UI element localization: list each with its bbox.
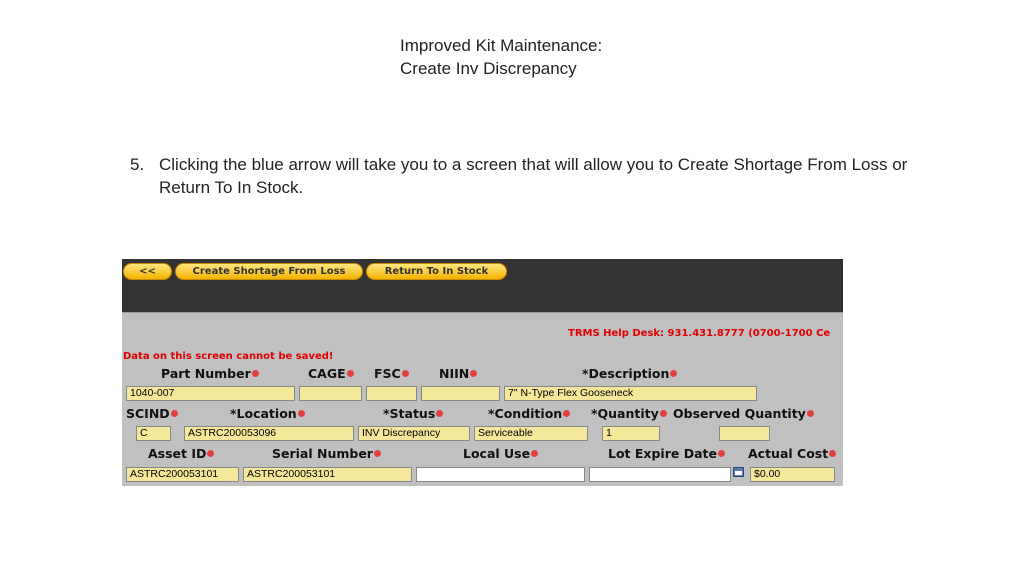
help-icon[interactable] xyxy=(670,370,677,377)
lot-expire-date-label: Lot Expire Date xyxy=(608,447,725,461)
asset-id-field[interactable]: ASTRC200053101 xyxy=(126,467,239,482)
help-icon[interactable] xyxy=(718,450,725,457)
niin-label: NIIN xyxy=(439,367,477,381)
part-number-label: Part Number xyxy=(161,367,259,381)
condition-label: *Condition xyxy=(488,407,570,421)
fsc-field[interactable] xyxy=(366,386,417,401)
niin-field[interactable] xyxy=(421,386,500,401)
description-label: *Description xyxy=(582,367,677,381)
help-icon[interactable] xyxy=(807,410,814,417)
calendar-icon[interactable] xyxy=(733,467,744,477)
slide-title-line1: Improved Kit Maintenance: xyxy=(400,36,603,55)
observed-quantity-field[interactable] xyxy=(719,426,770,441)
observed-quantity-label: Observed Quantity xyxy=(673,407,814,421)
cannot-save-warning: Data on this screen cannot be saved! xyxy=(123,351,334,362)
cage-label: CAGE xyxy=(308,367,354,381)
slide-title xyxy=(400,34,602,80)
cage-field[interactable] xyxy=(299,386,362,401)
back-button[interactable]: << xyxy=(123,263,172,280)
help-icon[interactable] xyxy=(660,410,667,417)
status-label: *Status xyxy=(383,407,443,421)
help-icon[interactable] xyxy=(531,450,538,457)
help-icon[interactable] xyxy=(829,450,836,457)
discrepancy-form xyxy=(122,312,843,486)
local-use-label: Local Use xyxy=(463,447,538,461)
location-field[interactable]: ASTRC200053096 xyxy=(184,426,354,441)
description-field[interactable]: 7" N-Type Flex Gooseneck xyxy=(504,386,757,401)
asset-id-label: Asset ID xyxy=(148,447,214,461)
help-icon[interactable] xyxy=(563,410,570,417)
help-icon[interactable] xyxy=(470,370,477,377)
step-text: Clicking the blue arrow will take you to a screen that will allow you to Create Shortage From Loss or Return To In Stock. xyxy=(159,155,908,197)
helpdesk-text: TRMS Help Desk: 931.431.8777 (0700-1700 Ce xyxy=(568,328,831,339)
quantity-label: *Quantity xyxy=(591,407,667,421)
serial-number-field[interactable]: ASTRC200053101 xyxy=(243,467,412,482)
return-to-in-stock-button[interactable]: Return To In Stock xyxy=(366,263,507,280)
location-label: *Location xyxy=(230,407,305,421)
actual-cost-label: Actual Cost xyxy=(748,447,836,461)
scind-field[interactable]: C xyxy=(136,426,171,441)
help-icon[interactable] xyxy=(436,410,443,417)
scind-label: SCIND xyxy=(126,407,178,421)
help-icon[interactable] xyxy=(298,410,305,417)
help-icon[interactable] xyxy=(402,370,409,377)
app-screenshot xyxy=(122,259,843,486)
status-field[interactable]: INV Discrepancy xyxy=(358,426,470,441)
help-icon[interactable] xyxy=(347,370,354,377)
part-number-field[interactable]: 1040-007 xyxy=(126,386,295,401)
quantity-field[interactable]: 1 xyxy=(602,426,660,441)
step-number: 5. xyxy=(130,155,145,174)
condition-field[interactable]: Serviceable xyxy=(474,426,588,441)
local-use-field[interactable] xyxy=(416,467,585,482)
slide-title-line2: Create Inv Discrepancy xyxy=(400,59,577,78)
toolbar xyxy=(122,259,843,312)
help-icon[interactable] xyxy=(374,450,381,457)
create-shortage-from-loss-button[interactable]: Create Shortage From Loss xyxy=(175,263,363,280)
actual-cost-field[interactable]: $0.00 xyxy=(750,467,835,482)
serial-number-label: Serial Number xyxy=(272,447,381,461)
lot-expire-date-field[interactable] xyxy=(589,467,731,482)
help-icon[interactable] xyxy=(171,410,178,417)
fsc-label: FSC xyxy=(374,367,409,381)
help-icon[interactable] xyxy=(252,370,259,377)
help-icon[interactable] xyxy=(207,450,214,457)
